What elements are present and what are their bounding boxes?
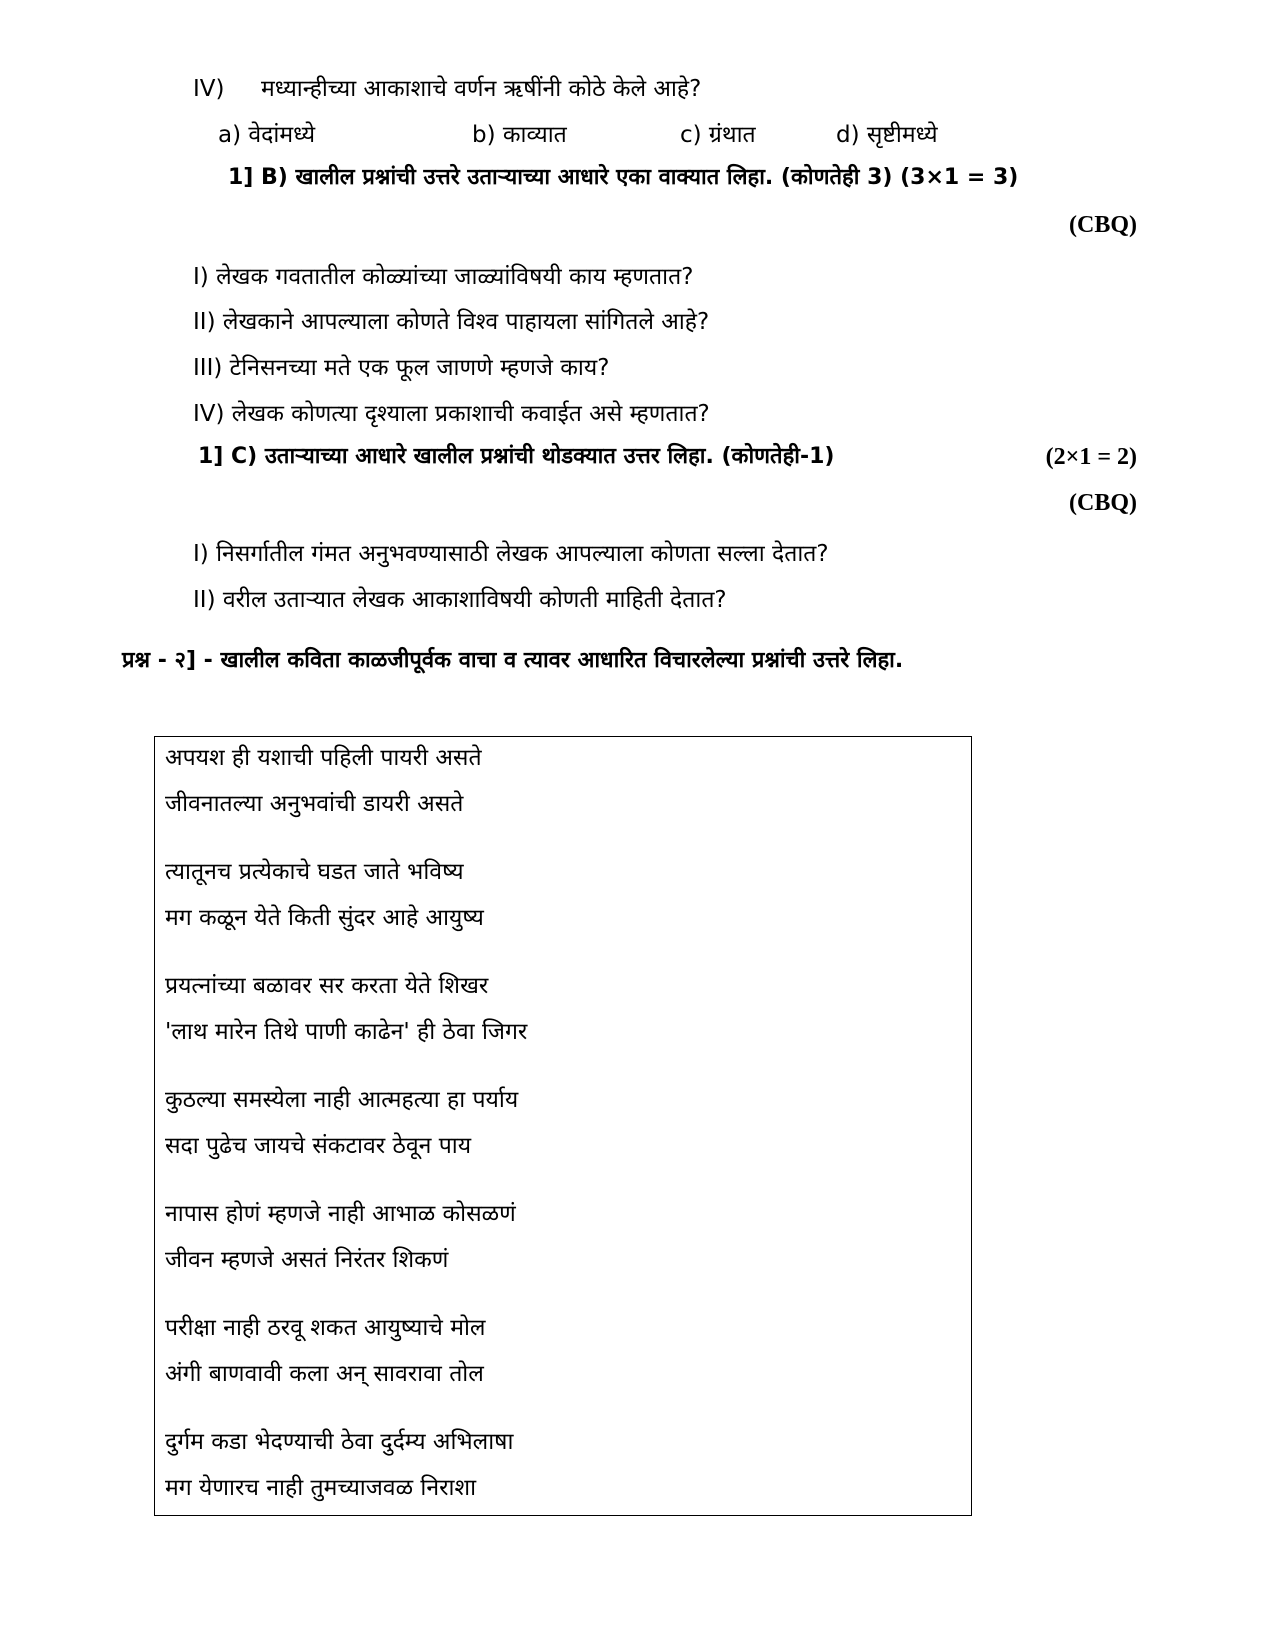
q1b-heading: 1] B) खालील प्रश्नांची उत्तरे उताऱ्याच्या आधारे एका वाक्यात लिहा. (कोणतेही 3) (3×1 = 3) (228, 165, 1019, 190)
poem-line: अपयश ही यशाची पहिली पायरी असते (165, 745, 482, 771)
option-b: b) काव्यात (472, 122, 567, 148)
poem-box (154, 736, 972, 1516)
q1c-marks: (2×1 = 2) (1045, 444, 1137, 470)
poem-line: परीक्षा नाही ठरवू शकत आयुष्याचे मोल (165, 1315, 486, 1341)
poem-line: अंगी बाणवावी कला अन् सावरावा तोल (165, 1361, 484, 1387)
q1b-tag: (CBQ) (1069, 212, 1137, 238)
option-c: c) ग्रंथात (680, 122, 756, 148)
poem-line: कुठल्या समस्येला नाही आत्महत्या हा पर्याय (165, 1087, 519, 1113)
q1b-question-1: I) लेखक गवतातील कोळ्यांच्या जाळ्यांविषयी काय म्हणतात? (193, 264, 694, 290)
poem-line: त्यातूनच प्रत्येकाचे घडत जाते भविष्य (165, 859, 464, 885)
option-d: d) सृष्टीमध्ये (836, 122, 938, 148)
q1c-tag: (CBQ) (1069, 490, 1137, 516)
poem-line: 'लाथ मारेन तिथे पाणी काढेन' ही ठेवा जिगर (165, 1019, 528, 1045)
poem-line: जीवन म्हणजे असतं निरंतर शिकणं (165, 1247, 449, 1273)
poem-line: नापास होणं म्हणजे नाही आभाळ कोसळणं (165, 1201, 516, 1227)
q1a-question-4: IV) मध्यान्हीच्या आकाशाचे वर्णन ऋषींनी कोठे केले आहे? (193, 76, 702, 102)
q1b-question-3: III) टेनिसनच्या मते एक फूल जाणणे म्हणजे काय? (193, 355, 610, 381)
q1c-heading: 1] C) उताऱ्याच्या आधारे खालील प्रश्नांची थोडक्यात उत्तर लिहा. (कोणतेही-1) (198, 444, 835, 469)
q2-heading: प्रश्न - २] - खालील कविता काळजीपूर्वक वाचा व त्यावर आधारित विचारलेल्या प्रश्नांची उत्तरे लिहा. (122, 648, 904, 673)
q1b-question-2: II) लेखकाने आपल्याला कोणते विश्व पाहायला सांगितले आहे? (193, 309, 710, 335)
q1c-question-1: I) निसर्गातील गंमत अनुभवण्यासाठी लेखक आपल्याला कोणता सल्ला देतात? (193, 541, 829, 567)
poem-line: सदा पुढेच जायचे संकटावर ठेवून पाय (165, 1133, 472, 1159)
poem-line: जीवनातल्या अनुभवांची डायरी असते (165, 791, 464, 817)
poem-line: मग कळून येते किती सुंदर आहे आयुष्य (165, 905, 484, 931)
q1b-question-4: IV) लेखक कोणत्या दृश्याला प्रकाशाची कवाईत असे म्हणतात? (193, 401, 710, 427)
option-a: a) वेदांमध्ये (218, 122, 316, 148)
poem-line: दुर्गम कडा भेदण्याची ठेवा दुर्दम्य अभिलाषा (165, 1429, 514, 1455)
q1c-question-2: II) वरील उताऱ्यात लेखक आकाशाविषयी कोणती माहिती देतात? (193, 587, 727, 613)
poem-line: मग येणारच नाही तुमच्याजवळ निराशा (165, 1475, 477, 1501)
poem-line: प्रयत्नांच्या बळावर सर करता येते शिखर (165, 973, 489, 999)
